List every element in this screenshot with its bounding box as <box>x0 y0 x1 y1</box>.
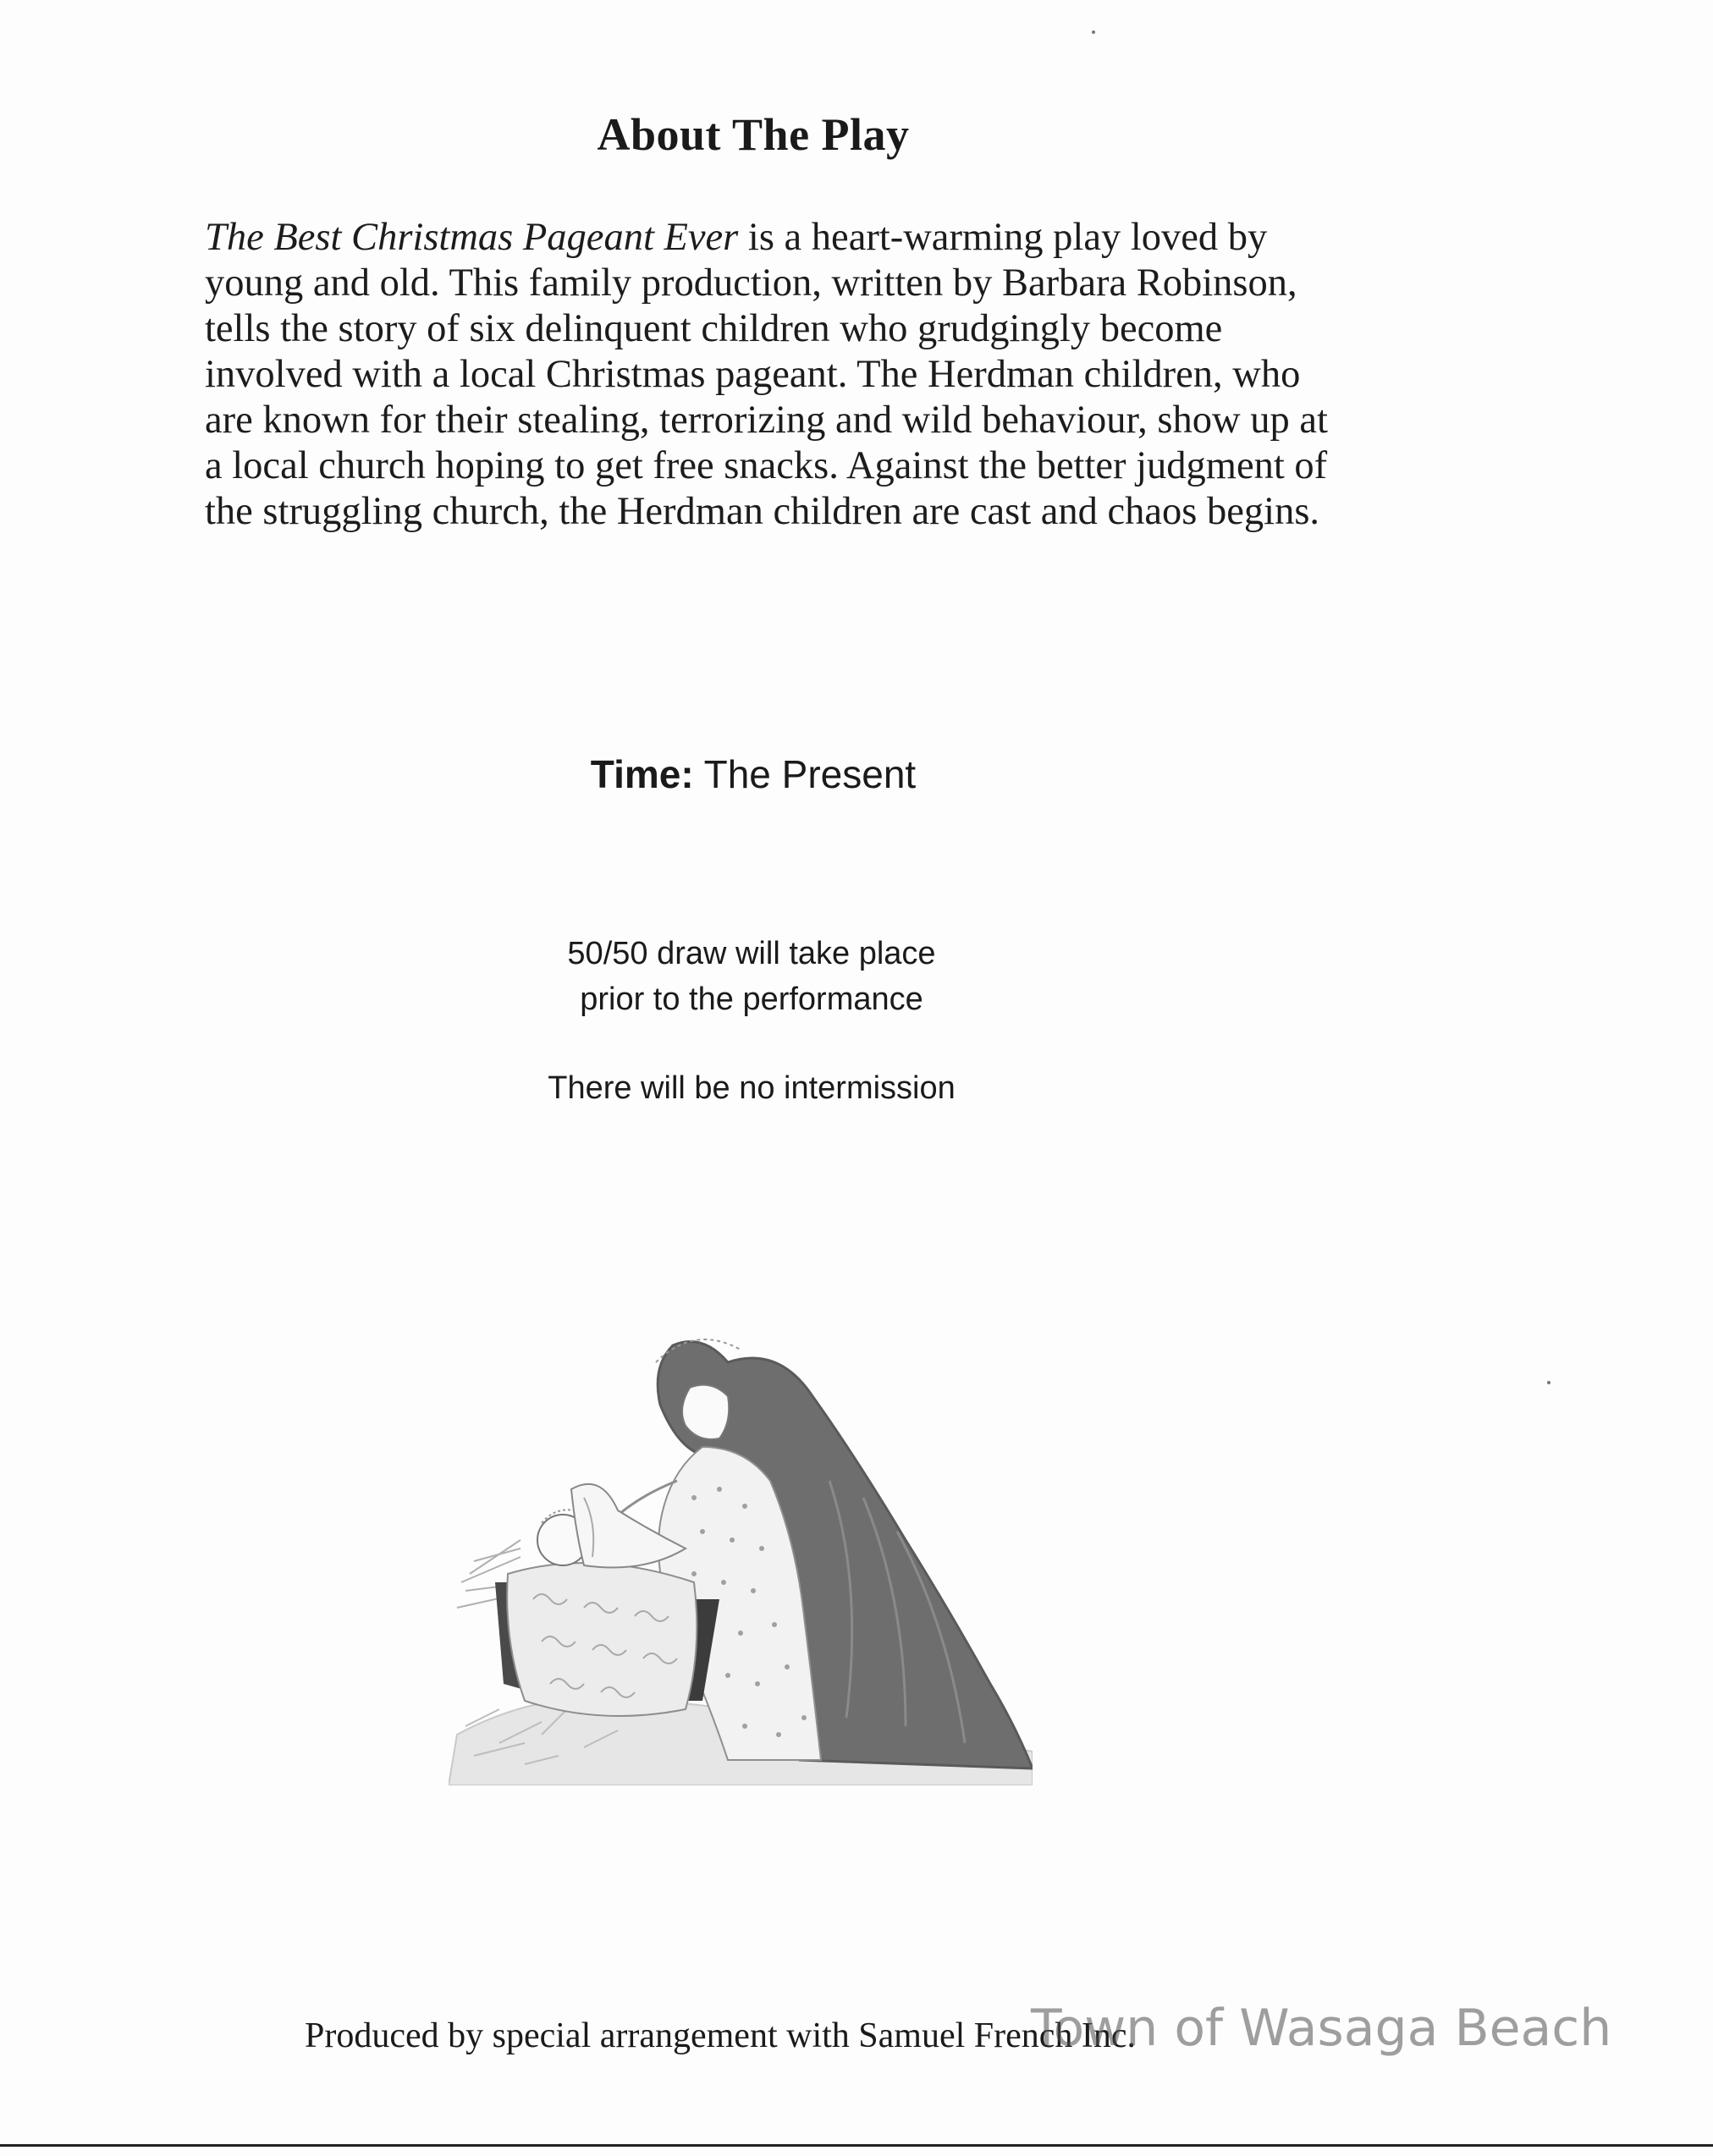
scan-speck <box>1547 1381 1551 1384</box>
watermark: Town of Wasaga Beach <box>1031 1999 1612 2058</box>
intermission-note: There will be no intermission <box>548 1070 956 1106</box>
play-title: The Best Christmas Pageant Ever <box>205 216 739 259</box>
draw-note-line1: 50/50 draw will take place <box>567 936 936 971</box>
draw-note <box>0 931 1503 1022</box>
page-bottom-edge <box>0 2144 1713 2147</box>
about-paragraph <box>205 215 1330 535</box>
nativity-illustration <box>449 1328 1033 1785</box>
time-label: Time: <box>590 752 694 796</box>
page-heading: About The Play <box>597 109 910 160</box>
scan-speck <box>1092 30 1095 34</box>
time-setting <box>0 751 1506 797</box>
time-value: The Present <box>693 752 917 796</box>
draw-note-line2: prior to the performance <box>580 982 923 1017</box>
about-text: is a heart-warming play loved by young and old. This family production, written by Barbara Robinson, tells the story of six delinquent children who grudgingly become involved with a local Christmas pageant. The Herdman children, who are known for their stealing, terrorizing and wild behaviour, show up at a local church hoping to get free snacks. Against the better judgment of the struggling church, the Herdman children are cast and chaos begins. <box>205 216 1328 533</box>
production-credit: Produced by special arrangement with Samuel French Inc. <box>305 2016 1137 2055</box>
